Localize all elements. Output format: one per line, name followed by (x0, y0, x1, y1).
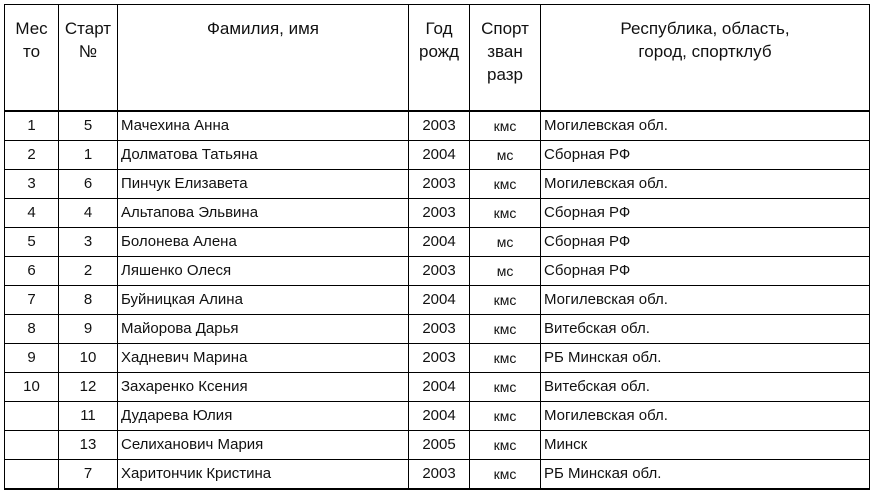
cell-name: Хадневич Марина (118, 344, 409, 373)
header-rank-line: разр (487, 65, 523, 84)
cell-place: 8 (5, 315, 59, 344)
table-row (5, 199, 870, 228)
cell-start: 2 (59, 257, 118, 286)
cell-club: РБ Минская обл. (541, 460, 870, 490)
cell-year: 2003 (409, 460, 470, 490)
header-row (5, 5, 870, 111)
header-club-line: Республика, область, (620, 19, 790, 38)
header-start (59, 5, 118, 111)
header-place-line: Мес (15, 19, 48, 38)
table-row (5, 170, 870, 199)
cell-club: Могилевская обл. (541, 402, 870, 431)
header-place (5, 5, 59, 111)
cell-start: 5 (59, 111, 118, 141)
cell-place (5, 402, 59, 431)
cell-rank: кмс (470, 199, 541, 228)
cell-start: 13 (59, 431, 118, 460)
cell-name: Альтапова Эльвина (118, 199, 409, 228)
table-row (5, 315, 870, 344)
cell-club: Сборная РФ (541, 228, 870, 257)
cell-year: 2004 (409, 402, 470, 431)
header-place-line: то (22, 42, 41, 61)
cell-year: 2003 (409, 344, 470, 373)
cell-name: Дударева Юлия (118, 402, 409, 431)
cell-name: Захаренко Ксения (118, 373, 409, 402)
cell-name: Буйницкая Алина (118, 286, 409, 315)
cell-rank: кмс (470, 111, 541, 141)
cell-rank: мс (470, 228, 541, 257)
cell-club: Могилевская обл. (541, 170, 870, 199)
cell-start: 3 (59, 228, 118, 257)
cell-place: 9 (5, 344, 59, 373)
cell-start: 7 (59, 460, 118, 490)
cell-start: 12 (59, 373, 118, 402)
cell-rank: кмс (470, 373, 541, 402)
cell-rank: кмс (470, 170, 541, 199)
header-start-line: № (78, 42, 98, 61)
cell-year: 2003 (409, 199, 470, 228)
cell-club: Витебская обл. (541, 315, 870, 344)
cell-rank: кмс (470, 315, 541, 344)
cell-club: Сборная РФ (541, 257, 870, 286)
cell-place: 7 (5, 286, 59, 315)
cell-place: 1 (5, 111, 59, 141)
cell-start: 4 (59, 199, 118, 228)
header-year-line: Год (425, 19, 453, 38)
cell-place: 4 (5, 199, 59, 228)
header-club (541, 5, 870, 111)
cell-place: 2 (5, 141, 59, 170)
cell-start: 11 (59, 402, 118, 431)
cell-club: Сборная РФ (541, 141, 870, 170)
cell-name: Пинчук Елизавета (118, 170, 409, 199)
cell-name: Болонева Алена (118, 228, 409, 257)
cell-name: Мачехина Анна (118, 111, 409, 141)
cell-rank: кмс (470, 402, 541, 431)
cell-name: Майорова Дарья (118, 315, 409, 344)
cell-club: Сборная РФ (541, 199, 870, 228)
cell-rank: кмс (470, 286, 541, 315)
cell-year: 2005 (409, 431, 470, 460)
cell-club: Витебская обл. (541, 373, 870, 402)
table-row (5, 228, 870, 257)
cell-start: 10 (59, 344, 118, 373)
cell-start: 6 (59, 170, 118, 199)
header-start-line: Старт (64, 19, 112, 38)
table-row (5, 344, 870, 373)
cell-year: 2004 (409, 228, 470, 257)
cell-name: Ляшенко Олеся (118, 257, 409, 286)
table-row (5, 402, 870, 431)
cell-place (5, 431, 59, 460)
header-rank-line: Спорт (481, 19, 529, 38)
cell-rank: кмс (470, 431, 541, 460)
header-year (409, 5, 470, 111)
cell-start: 9 (59, 315, 118, 344)
cell-rank: мс (470, 257, 541, 286)
cell-year: 2003 (409, 257, 470, 286)
header-club-line: город, спортклуб (638, 42, 772, 61)
header-year-line: рожд (418, 42, 459, 61)
cell-year: 2004 (409, 373, 470, 402)
table-row (5, 431, 870, 460)
cell-place (5, 460, 59, 490)
cell-year: 2004 (409, 286, 470, 315)
results-table (4, 4, 870, 490)
header-rank (470, 5, 541, 111)
header-rank-line: зван (487, 42, 523, 61)
table-row (5, 257, 870, 286)
header-name (118, 5, 409, 111)
cell-year: 2003 (409, 315, 470, 344)
cell-name: Долматова Татьяна (118, 141, 409, 170)
cell-year: 2003 (409, 111, 470, 141)
cell-place: 6 (5, 257, 59, 286)
table-row (5, 373, 870, 402)
cell-place: 10 (5, 373, 59, 402)
cell-start: 8 (59, 286, 118, 315)
cell-club: Минск (541, 431, 870, 460)
cell-year: 2004 (409, 141, 470, 170)
cell-name: Селиханович Мария (118, 431, 409, 460)
cell-club: Могилевская обл. (541, 286, 870, 315)
cell-rank: кмс (470, 344, 541, 373)
table-row (5, 111, 870, 141)
cell-name: Харитончик Кристина (118, 460, 409, 490)
cell-start: 1 (59, 141, 118, 170)
table-row (5, 141, 870, 170)
cell-place: 5 (5, 228, 59, 257)
cell-year: 2003 (409, 170, 470, 199)
cell-place: 3 (5, 170, 59, 199)
cell-rank: мс (470, 141, 541, 170)
header-name-line: Фамилия, имя (206, 19, 320, 38)
cell-club: Могилевская обл. (541, 111, 870, 141)
cell-club: РБ Минская обл. (541, 344, 870, 373)
table-row (5, 286, 870, 315)
cell-rank: кмс (470, 460, 541, 490)
table-row (5, 460, 870, 490)
